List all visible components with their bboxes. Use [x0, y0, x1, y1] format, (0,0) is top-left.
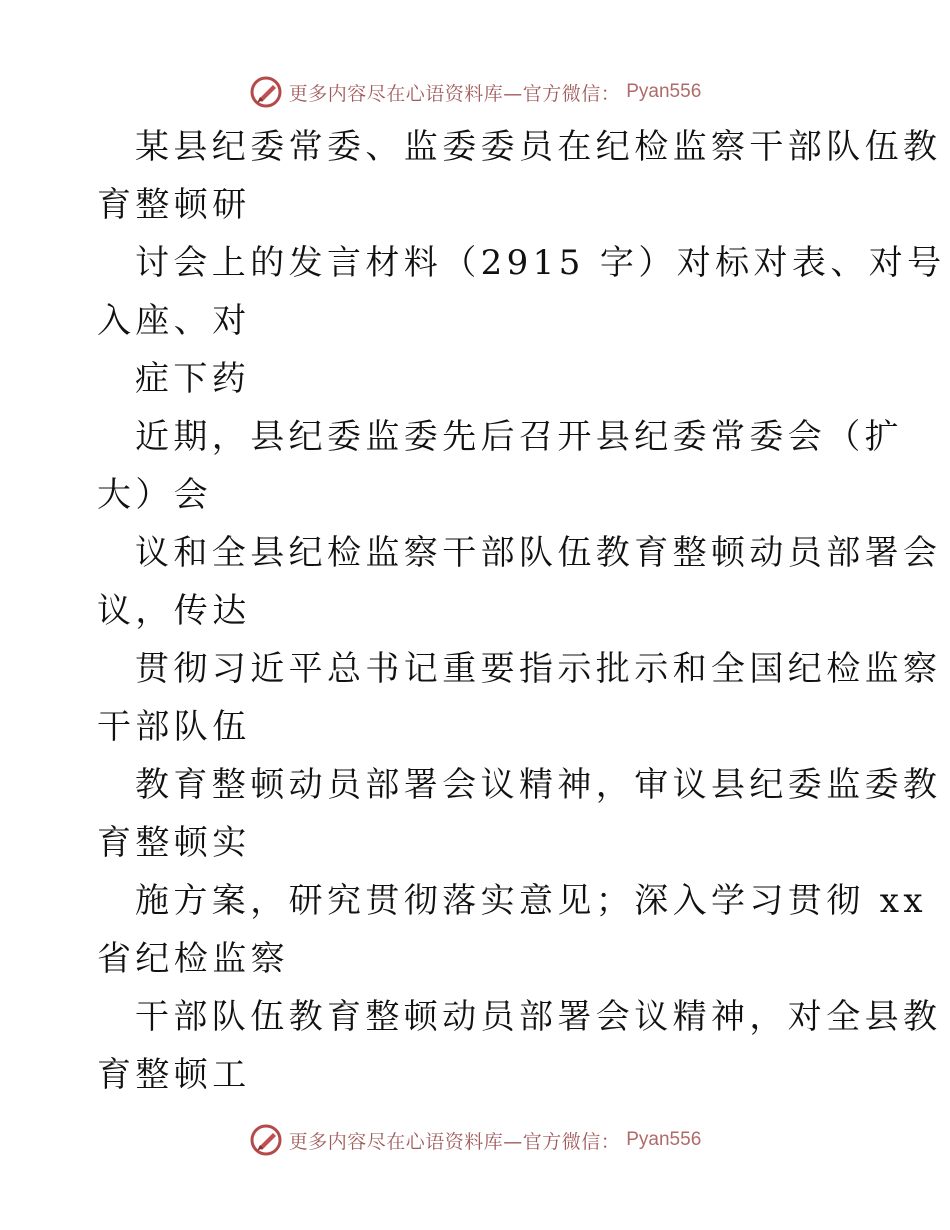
paragraph-line: 近期，县纪委监委先后召开县纪委常委会（扩 [135, 417, 903, 457]
watermark-text: 更多内容尽在心语资料库—官方微信： [288, 1130, 621, 1153]
continuation-line: 育整顿工 [97, 1055, 251, 1095]
paragraph-line: 贯彻习近平总书记重要指示批示和全国纪检监察 [135, 649, 942, 689]
document-body [97, 118, 946, 1104]
continuation-line: 育整顿实 [97, 823, 251, 863]
watermark-wechat-id: Pyan556 [626, 81, 702, 102]
paragraph-line: 议和全县纪检监察干部队伍教育整顿动员部署会 [135, 533, 942, 573]
paragraph-line: 某县纪委常委、监委委员在纪检监察干部队伍教 [135, 127, 942, 167]
paragraph-line: 讨会上的发言材料（2915 字）对标对表、对号 [135, 243, 946, 283]
continuation-line: 议，传达 [97, 591, 251, 631]
watermark-text: 更多内容尽在心语资料库—官方微信： [288, 82, 621, 105]
paragraph-line: 施方案，研究贯彻落实意见；深入学习贯彻 xx [135, 881, 927, 921]
watermark-wechat-id: Pyan556 [626, 1129, 702, 1150]
footer-watermark [0, 1120, 950, 1160]
continuation-line: 育整顿研 [97, 185, 251, 225]
continuation-line: 干部队伍 [97, 707, 251, 747]
pen-logo-icon [249, 75, 283, 109]
paragraph-line: 干部队伍教育整顿动员部署会议精神，对全县教 [135, 997, 942, 1037]
paragraph-line: 症下药 [135, 359, 251, 399]
pen-logo-icon [249, 1123, 283, 1157]
continuation-line: 入座、对 [97, 301, 251, 341]
continuation-line: 大）会 [97, 475, 213, 515]
continuation-line: 省纪检监察 [97, 939, 289, 979]
paragraph-line: 教育整顿动员部署会议精神，审议县纪委监委教 [135, 765, 942, 805]
header-watermark [0, 72, 950, 112]
